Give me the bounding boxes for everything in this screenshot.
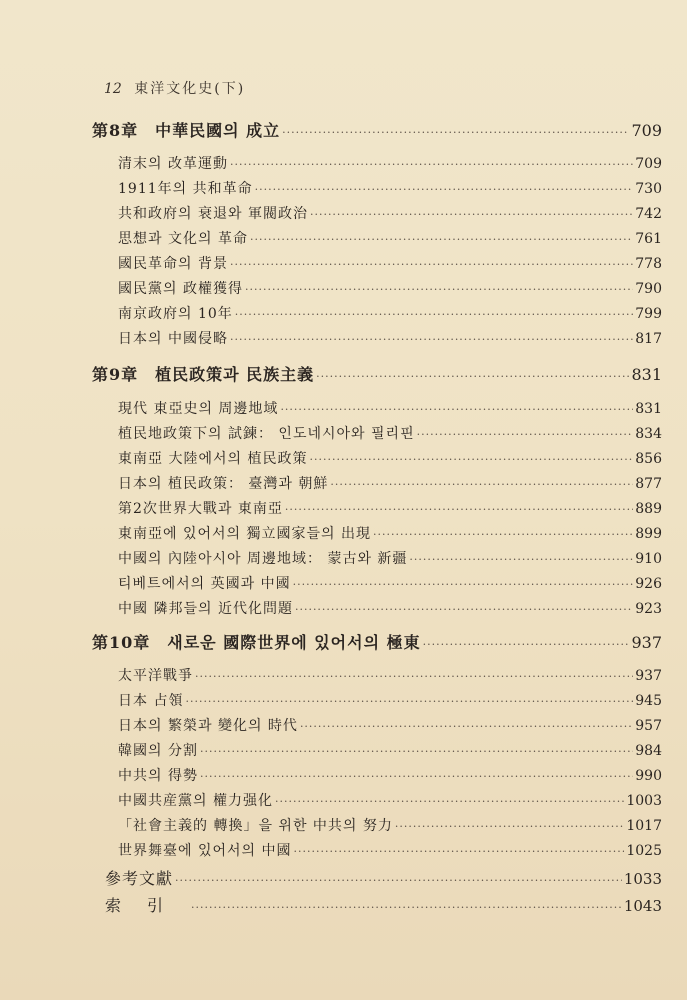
entry-title: 中國의 內陸아시아 周邊地域： 蒙古와 新疆 bbox=[118, 551, 408, 567]
entry-page: 790 bbox=[635, 281, 662, 297]
entry-title: 國民革命의 背景 bbox=[118, 256, 228, 272]
toc-entry[interactable] bbox=[0, 423, 687, 445]
chapter-page: 937 bbox=[631, 633, 662, 652]
dot-leader bbox=[245, 283, 633, 296]
running-header bbox=[104, 78, 245, 98]
toc-entry[interactable] bbox=[0, 328, 687, 350]
toc-bibliography[interactable] bbox=[0, 866, 687, 888]
dot-leader bbox=[309, 453, 633, 466]
entry-page: 834 bbox=[635, 426, 662, 442]
dot-leader bbox=[230, 158, 633, 171]
entry-page: 778 bbox=[635, 256, 662, 272]
chapter-title: 第9章 植民政策과 民族主義 bbox=[92, 365, 315, 384]
entry-title: 日本의 植民政策： 臺灣과 朝鮮 bbox=[118, 476, 329, 492]
entry-title: 參考文獻 bbox=[105, 869, 174, 888]
entry-title: 日本 占領 bbox=[118, 693, 184, 709]
toc-entry[interactable] bbox=[0, 523, 687, 545]
dot-leader bbox=[373, 528, 633, 541]
entry-page: 877 bbox=[635, 476, 662, 492]
toc-entry[interactable] bbox=[0, 690, 687, 712]
entry-page: 937 bbox=[635, 668, 662, 684]
dot-leader bbox=[295, 603, 633, 616]
chapter-title: 第8章 中華民國의 成立 bbox=[92, 121, 281, 140]
toc-entry[interactable] bbox=[0, 715, 687, 737]
toc-entry[interactable] bbox=[0, 398, 687, 420]
entry-page: 910 bbox=[635, 551, 662, 567]
entry-page: 761 bbox=[635, 231, 662, 247]
chapter-title: 第10章 새로운 國際世界에 있어서의 極東 bbox=[92, 633, 421, 652]
entry-page: 1033 bbox=[623, 870, 662, 888]
toc-entry[interactable] bbox=[0, 665, 687, 687]
toc-entry[interactable] bbox=[0, 228, 687, 250]
entry-title: 共和政府의 衰退와 軍閥政治 bbox=[118, 206, 308, 222]
dot-leader bbox=[294, 845, 625, 858]
entry-page: 957 bbox=[635, 718, 662, 734]
dot-leader bbox=[282, 126, 629, 139]
entry-title: 清末의 改革運動 bbox=[118, 156, 228, 172]
entry-title: 第2次世界大戰과 東南亞 bbox=[118, 501, 283, 517]
entry-title: 國民黨의 政權獲得 bbox=[118, 281, 243, 297]
toc-entry[interactable] bbox=[0, 253, 687, 275]
dot-leader bbox=[175, 874, 622, 887]
entry-title: 「社會主義的 轉換」을 위한 中共의 努力 bbox=[118, 818, 393, 834]
header-book-title: 東洋文化史(下) bbox=[134, 81, 246, 97]
dot-leader bbox=[395, 820, 624, 833]
entry-title: 東南亞 大陸에서의 植民政策 bbox=[118, 451, 308, 467]
dot-leader bbox=[423, 638, 630, 651]
entry-page: 742 bbox=[635, 206, 662, 222]
entry-page: 899 bbox=[635, 526, 662, 542]
toc-entry[interactable] bbox=[0, 203, 687, 225]
entry-title: 植民地政策下의 試鍊： 인도네시아와 필리핀 bbox=[118, 426, 415, 442]
dot-leader bbox=[300, 720, 633, 733]
entry-title: 中共의 得勢 bbox=[118, 768, 198, 784]
dot-leader bbox=[409, 553, 633, 566]
entry-title: 索引 bbox=[105, 896, 190, 915]
entry-title: 思想과 文化의 革命 bbox=[118, 231, 248, 247]
entry-page: 856 bbox=[635, 451, 662, 467]
toc-entry[interactable] bbox=[0, 473, 687, 495]
toc-entry[interactable] bbox=[0, 178, 687, 200]
dot-leader bbox=[230, 333, 633, 346]
toc-entry[interactable] bbox=[0, 548, 687, 570]
chapter-page: 709 bbox=[631, 121, 662, 140]
dot-leader bbox=[185, 695, 633, 708]
toc-entry[interactable] bbox=[0, 153, 687, 175]
dot-leader bbox=[200, 745, 633, 758]
toc-entry[interactable] bbox=[0, 573, 687, 595]
entry-page: 1025 bbox=[626, 843, 662, 859]
entry-title: 1911年의 共和革命 bbox=[118, 181, 253, 197]
header-page-number: 12 bbox=[104, 81, 122, 97]
entry-page: 799 bbox=[635, 306, 662, 322]
dot-leader bbox=[235, 308, 633, 321]
entry-title: 世界舞臺에 있어서의 中國 bbox=[118, 843, 292, 859]
toc-index[interactable] bbox=[0, 893, 687, 915]
entry-title: 韓國의 分割 bbox=[118, 743, 198, 759]
dot-leader bbox=[310, 208, 633, 221]
toc-entry[interactable] bbox=[0, 740, 687, 762]
entry-page: 1043 bbox=[623, 897, 662, 915]
entry-title: 現代 東亞史의 周邊地域 bbox=[118, 401, 279, 417]
entry-title: 日本의 中國侵略 bbox=[118, 331, 228, 347]
dot-leader bbox=[230, 258, 633, 271]
entry-page: 984 bbox=[635, 743, 662, 759]
toc-entry[interactable] bbox=[0, 790, 687, 812]
dot-leader bbox=[255, 183, 634, 196]
dot-leader bbox=[316, 370, 629, 383]
toc-entry[interactable] bbox=[0, 303, 687, 325]
toc-entry[interactable] bbox=[0, 815, 687, 837]
dot-leader bbox=[285, 503, 633, 516]
dot-leader bbox=[330, 478, 633, 491]
toc-chapter-10[interactable] bbox=[0, 630, 687, 652]
dot-leader bbox=[280, 403, 633, 416]
entry-page: 990 bbox=[635, 768, 662, 784]
entry-page: 1017 bbox=[626, 818, 662, 834]
dot-leader bbox=[417, 428, 634, 441]
entry-title: 티베트에서의 英國과 中國 bbox=[118, 576, 291, 592]
entry-page: 945 bbox=[635, 693, 662, 709]
entry-page: 831 bbox=[635, 401, 662, 417]
toc-entry[interactable] bbox=[0, 840, 687, 862]
toc-entry[interactable] bbox=[0, 278, 687, 300]
dot-leader bbox=[293, 578, 634, 591]
entry-title: 日本의 繁榮과 變化의 時代 bbox=[118, 718, 298, 734]
entry-page: 889 bbox=[635, 501, 662, 517]
toc-chapter-8[interactable] bbox=[0, 118, 687, 140]
dot-leader bbox=[250, 233, 633, 246]
toc-entry[interactable] bbox=[0, 498, 687, 520]
entry-page: 1003 bbox=[626, 793, 662, 809]
entry-page: 709 bbox=[635, 156, 662, 172]
entry-title: 南京政府의 10年 bbox=[118, 306, 233, 322]
entry-page: 923 bbox=[635, 601, 662, 617]
entry-page: 730 bbox=[635, 181, 662, 197]
entry-title: 太平洋戰爭 bbox=[118, 668, 193, 684]
toc-entry[interactable] bbox=[0, 598, 687, 620]
dot-leader bbox=[191, 901, 622, 914]
entry-title: 中國 隣邦들의 近代化問題 bbox=[118, 601, 293, 617]
toc-entry[interactable] bbox=[0, 448, 687, 470]
dot-leader bbox=[275, 795, 624, 808]
toc-chapter-9[interactable] bbox=[0, 362, 687, 384]
chapter-page: 831 bbox=[631, 365, 662, 384]
entry-page: 817 bbox=[635, 331, 662, 347]
entry-page: 926 bbox=[635, 576, 662, 592]
entry-title: 東南亞에 있어서의 獨立國家들의 出現 bbox=[118, 526, 372, 542]
dot-leader bbox=[200, 770, 633, 783]
dot-leader bbox=[195, 670, 633, 683]
entry-title: 中國共産黨의 權力强化 bbox=[118, 793, 273, 809]
toc-entry[interactable] bbox=[0, 765, 687, 787]
